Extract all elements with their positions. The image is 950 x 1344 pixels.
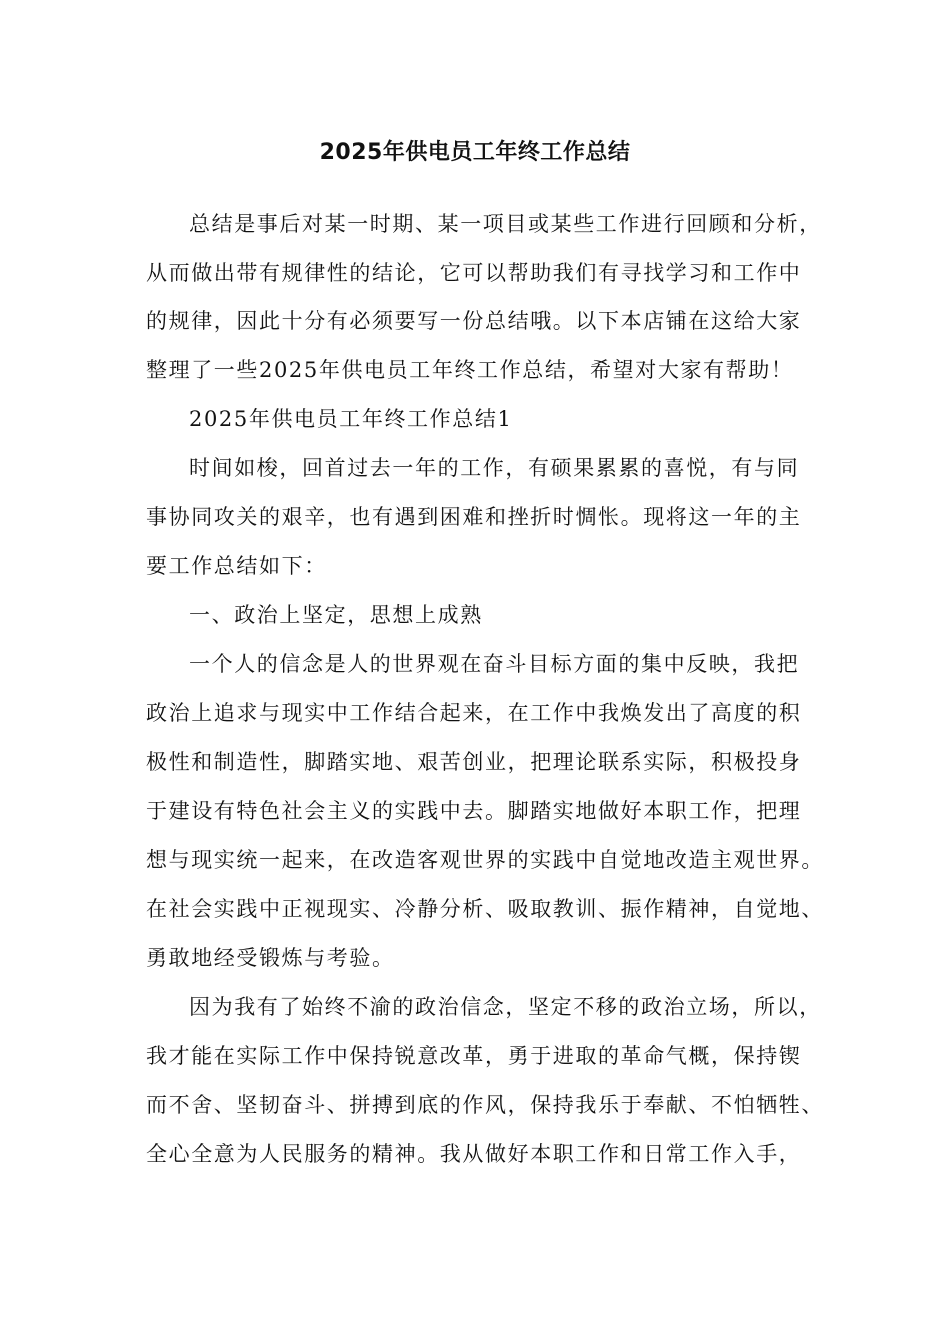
paragraph-line: 于建设有特色社会主义的实践中去。脚踏实地做好本职工作，把理: [146, 799, 802, 823]
section-heading: 一、政治上坚定，思想上成熟: [189, 603, 483, 627]
paragraph-line: 我才能在实际工作中保持锐意改革，勇于进取的革命气概，保持锲: [146, 1044, 802, 1068]
paragraph-line: 总结是事后对某一时期、某一项目或某些工作进行回顾和分析，: [189, 212, 822, 236]
section-heading: 2025年供电员工年终工作总结1: [189, 407, 513, 431]
paragraph-line: 事协同攻关的艰辛，也有遇到困难和挫折时惆怅。现将这一年的主: [146, 505, 802, 529]
paragraph-line: 整理了一些2025年供电员工年终工作总结，希望对大家有帮助！: [146, 358, 794, 382]
paragraph-line: 在社会实践中正视现实、冷静分析、吸取教训、振作精神，自觉地、: [146, 897, 824, 921]
paragraph-line: 要工作总结如下：: [146, 554, 327, 578]
paragraph-line: 时间如梭，回首过去一年的工作，有硕果累累的喜悦，有与同: [189, 456, 800, 480]
paragraph-line: 从而做出带有规律性的结论，它可以帮助我们有寻找学习和工作中: [146, 261, 802, 285]
paragraph-line: 勇敢地经受锻炼与考验。: [146, 946, 395, 970]
document-title: 2025年供电员工年终工作总结: [319, 140, 631, 165]
paragraph-line: 的规律，因此十分有必须要写一份总结哦。以下本店铺在这给大家: [146, 309, 802, 333]
paragraph-line: 政治上追求与现实中工作结合起来，在工作中我焕发出了高度的积: [146, 701, 802, 725]
paragraph-line: 而不舍、坚韧奋斗、拼搏到底的作风，保持我乐于奉献、不怕牺牲、: [146, 1093, 824, 1117]
paragraph-line: 全心全意为人民服务的精神。我从做好本职工作和日常工作入手，: [146, 1142, 802, 1166]
paragraph-line: 因为我有了始终不渝的政治信念，坚定不移的政治立场，所以，: [189, 995, 822, 1019]
paragraph-line: 极性和制造性，脚踏实地、艰苦创业，把理论联系实际，积极投身: [146, 750, 802, 774]
paragraph-line: 想与现实统一起来，在改造客观世界的实践中自觉地改造主观世界。: [146, 848, 824, 872]
paragraph-line: 一个人的信念是人的世界观在奋斗目标方面的集中反映，我把: [189, 652, 800, 676]
